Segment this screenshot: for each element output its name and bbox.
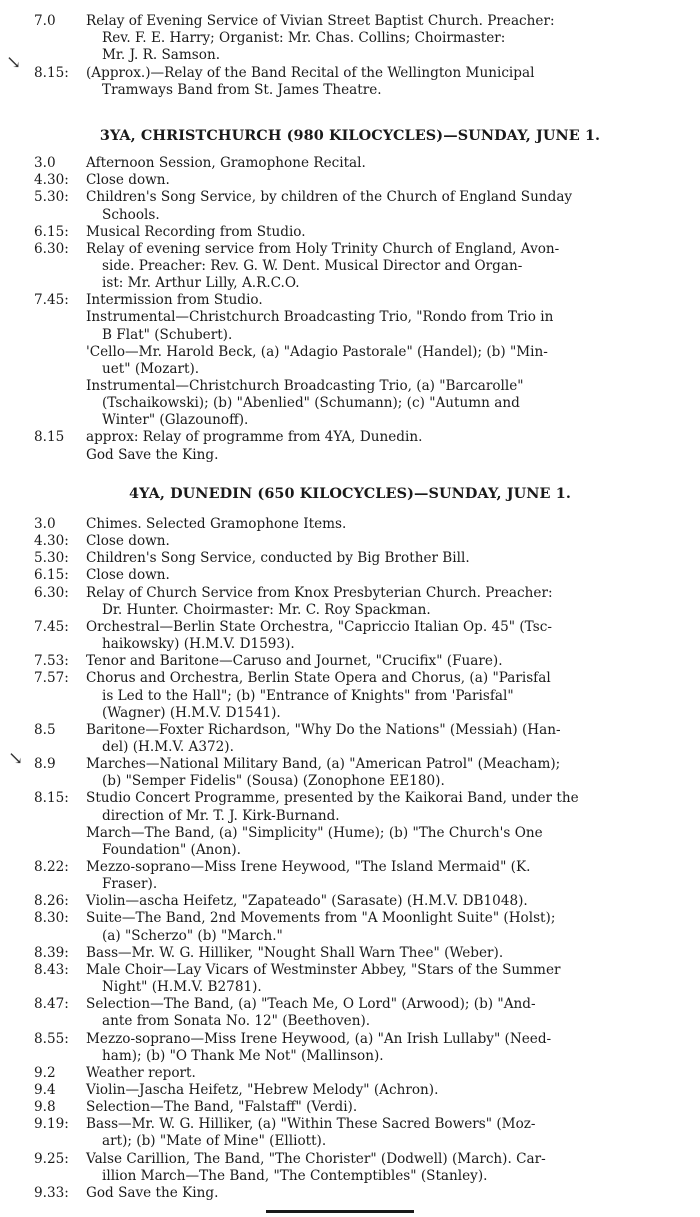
entry-line: Children's Song Service, conducted by Big Brother Bill. (86, 550, 470, 567)
schedule-entry (34, 309, 686, 343)
schedule-entry (34, 292, 686, 309)
schedule-entry (34, 550, 686, 567)
entry-line: Winter" (Glazounoff). (102, 412, 249, 429)
entry-time: 8.5 (34, 721, 56, 738)
schedule-entry (34, 962, 686, 996)
entry-line: Fraser). (102, 876, 158, 893)
entry-line: Marches—National Military Band, (a) "American Patrol" (Meacham); (86, 756, 561, 773)
entry-line: Baritone—Foxter Richardson, "Why Do the Nations" (Messiah) (Han- (86, 721, 561, 738)
end-rule (266, 1210, 414, 1213)
entry-line: Afternoon Session, Gramophone Recital. (86, 155, 366, 171)
entry-time: 9.33: (34, 1184, 69, 1201)
schedule-entry (34, 189, 686, 223)
entry-time: 8.55: (34, 1030, 69, 1047)
entry-time: 9.8 (34, 1099, 56, 1116)
entry-line: side. Preacher: Rev. G. W. Dent. Musical Director and Organ- (102, 257, 523, 274)
entry-line: approx: Relay of programme from 4YA, Dunedin. (86, 429, 423, 446)
entry-line: Rev. F. E. Harry; Organist: Mr. Chas. Collins; Choirmaster: (102, 30, 506, 47)
entry-time: 8.26: (34, 893, 69, 910)
schedule-entry (34, 722, 686, 756)
entry-line: (a) "Scherzo" (b) "March." (102, 927, 283, 944)
entry-line: Tramways Band from St. James Theatre. (102, 81, 382, 98)
entry-time: 8.15: (34, 790, 69, 807)
entry-time: 8.15: (34, 64, 69, 81)
entry-line: Instrumental—Christchurch Broadcasting Trio, "Rondo from Trio in (86, 309, 554, 326)
schedule-entry (34, 429, 686, 446)
entry-line: ham); (b) "O Thank Me Not" (Mallinson). (102, 1047, 384, 1064)
entry-line: Orchestral—Berlin State Orchestra, "Capriccio Italian Op. 45" (Tsc- (86, 618, 552, 635)
margin-mark-icon: ↘ (6, 52, 22, 73)
schedule-entry (34, 65, 686, 99)
entry-line: is Led to the Hall"; (b) "Entrance of Knights" from 'Parisfal" (102, 687, 514, 704)
entry-time: 3.0 (34, 155, 56, 171)
entry-time: 8.22: (34, 859, 69, 875)
entry-line: 'Cello—Mr. Harold Beck, (a) "Adagio Pastorale" (Handel); (b) "Min- (86, 343, 548, 360)
entry-time: 6.30: (34, 240, 69, 257)
schedule-entry (34, 1099, 686, 1116)
entry-time: 8.30: (34, 910, 69, 927)
entry-time: 7.53: (34, 653, 69, 670)
entry-line: uet" (Mozart). (102, 360, 200, 377)
schedule-entry (34, 1116, 686, 1150)
entry-time: 8.9 (34, 756, 56, 773)
entry-time: 5.30: (34, 189, 69, 206)
entry-line: Violin—ascha Heifetz, "Zapateado" (Sarasate) (H.M.V. DB1048). (86, 893, 528, 910)
entry-time: 8.15 (34, 429, 65, 446)
schedule-entry (34, 1185, 686, 1202)
entry-line: ist: Mr. Arthur Lilly, A.R.C.O. (102, 275, 300, 292)
schedule-entry (34, 859, 686, 893)
entry-time: 9.4 (34, 1081, 56, 1098)
entry-line: Instrumental—Christchurch Broadcasting Trio, (a) "Barcarolle" (86, 377, 524, 394)
schedule-entry (34, 172, 686, 189)
schedule-entry (34, 567, 686, 584)
entry-time: 6.15: (34, 223, 69, 240)
entry-line: Bass—Mr. W. G. Hilliker, "Nought Shall Warn Thee" (Weber). (86, 944, 504, 961)
entry-line: Close down. (86, 533, 170, 550)
entry-line: (Tschaikowski); (b) "Abenlied" (Schumann); (c) "Autumn and (102, 395, 520, 412)
entry-line: Suite—The Band, 2nd Movements from "A Moonlight Suite" (Holst); (86, 910, 556, 927)
schedule-entry (34, 447, 686, 464)
entry-line: Foundation" (Anon). (102, 841, 241, 858)
entry-line: B Flat" (Schubert). (102, 326, 233, 343)
entry-line: art); (b) "Mate of Mine" (Elliott). (102, 1133, 327, 1150)
schedule-entry (34, 653, 686, 670)
entry-time: 8.43: (34, 961, 69, 978)
entry-line: haikowsky) (H.M.V. D1593). (102, 636, 295, 653)
schedule-entry (34, 241, 686, 293)
heading-3ya: 3YA, CHRISTCHURCH (980 KILOCYCLES)—SUNDAY, JUNE 1. (99, 127, 601, 144)
schedule-entry (34, 344, 686, 378)
entry-line: direction of Mr. T. J. Kirk-Burnand. (102, 807, 340, 824)
schedule-entry (34, 790, 686, 824)
schedule-entry (34, 533, 686, 550)
entry-time: 7.0 (34, 13, 56, 29)
entry-line: Violin—Jascha Heifetz, "Hebrew Melody" (Achron). (86, 1081, 439, 1098)
entry-line: (Approx.)—Relay of the Band Recital of the Wellington Municipal (86, 64, 535, 81)
schedule-entry (34, 516, 686, 533)
entry-line: Valse Carillion, The Band, "The Chorister" (Dodwell) (March). Car- (86, 1150, 546, 1167)
entry-line: Selection—The Band, "Falstaff" (Verdi). (86, 1099, 358, 1116)
entry-line: Children's Song Service, by children of the Church of England Sunday (86, 189, 573, 206)
entry-line: Chorus and Orchestra, Berlin State Opera and Chorus, (a) "Parisfal (86, 670, 551, 687)
entry-time: 4.30: (34, 172, 69, 189)
entry-time: 5.30: (34, 550, 69, 567)
entry-time: 8.47: (34, 996, 69, 1013)
entry-line: Weather report. (86, 1064, 196, 1081)
entry-line: Mezzo-soprano—Miss Irene Heywood, (a) "An Irish Lullaby" (Need- (86, 1030, 552, 1047)
entry-line: God Save the King. (86, 446, 219, 463)
schedule-entry (34, 670, 686, 722)
entry-line: Schools. (102, 206, 160, 223)
entry-line: Relay of Evening Service of Vivian Street Baptist Church. Preacher: (86, 13, 555, 29)
schedule-entry (34, 619, 686, 653)
entry-line: March—The Band, (a) "Simplicity" (Hume); (b) "The Church's One (86, 824, 543, 841)
entry-time: 3.0 (34, 516, 56, 532)
entry-line: (b) "Semper Fidelis" (Sousa) (Zonophone EE180). (102, 773, 445, 790)
entry-line: Close down. (86, 567, 170, 584)
heading-4ya: 4YA, DUNEDIN (650 KILOCYCLES)—SUNDAY, JUNE 1. (129, 485, 571, 502)
schedule-entry (34, 893, 686, 910)
schedule-entry (34, 378, 686, 430)
entry-time: 9.2 (34, 1064, 56, 1081)
entry-time: 9.25: (34, 1150, 69, 1167)
entry-line: God Save the King. (86, 1184, 219, 1201)
schedule-entry (34, 1082, 686, 1099)
margin-mark-icon: ↘ (8, 748, 24, 769)
entry-line: Musical Recording from Studio. (86, 223, 306, 240)
schedule-entry (34, 13, 686, 65)
entry-line: Bass—Mr. W. G. Hilliker, (a) "Within These Sacred Bowers" (Moz- (86, 1116, 536, 1133)
entry-line: illion March—The Band, "The Contemptibles" (Stanley). (102, 1167, 488, 1184)
entry-time: 8.39: (34, 944, 69, 961)
entry-line: Relay of Church Service from Knox Presbyterian Church. Preacher: (86, 584, 553, 601)
schedule-entry (34, 910, 686, 944)
entry-time: 9.19: (34, 1116, 69, 1133)
entry-time: 6.15: (34, 567, 69, 584)
entry-line: Mezzo-soprano—Miss Irene Heywood, "The Island Mermaid" (K. (86, 859, 531, 875)
entry-line: Studio Concert Programme, presented by the Kaikorai Band, under the (86, 790, 579, 807)
entry-line: Chimes. Selected Gramophone Items. (86, 516, 347, 532)
schedule-entry (34, 945, 686, 962)
entry-line: Close down. (86, 172, 170, 189)
entry-line: Night" (H.M.V. B2781). (102, 979, 262, 996)
schedule-entry (34, 224, 686, 241)
entry-line: ante from Sonata No. 12" (Beethoven). (102, 1013, 371, 1030)
entry-line: Intermission from Studio. (86, 292, 263, 309)
entry-time: 7.57: (34, 670, 69, 687)
entry-time: 4.30: (34, 533, 69, 550)
entry-line: Dr. Hunter. Choirmaster: Mr. C. Roy Spackman. (102, 601, 431, 618)
entry-line: Mr. J. R. Samson. (102, 47, 221, 64)
entry-line: (Wagner) (H.M.V. D1541). (102, 704, 281, 721)
entry-time: 7.45: (34, 292, 69, 309)
entry-line: del) (H.M.V. A372). (102, 739, 234, 755)
schedule-entry (34, 996, 686, 1030)
entry-line: Male Choir—Lay Vicars of Westminster Abbey, "Stars of the Summer (86, 961, 561, 978)
schedule-entry (34, 825, 686, 859)
entry-line: Tenor and Baritone—Caruso and Journet, "Crucifix" (Fuare). (86, 653, 503, 670)
schedule-entry (34, 155, 686, 172)
entry-time: 7.45: (34, 618, 69, 635)
schedule-entry (34, 585, 686, 619)
schedule-entry (34, 1151, 686, 1185)
schedule-entry (34, 1031, 686, 1065)
schedule-entry (34, 756, 686, 790)
entry-line: Relay of evening service from Holy Trinity Church of England, Avon- (86, 240, 560, 257)
schedule-entry (34, 1065, 686, 1082)
entry-time: 6.30: (34, 584, 69, 601)
entry-line: Selection—The Band, (a) "Teach Me, O Lord" (Arwood); (b) "And- (86, 996, 536, 1013)
